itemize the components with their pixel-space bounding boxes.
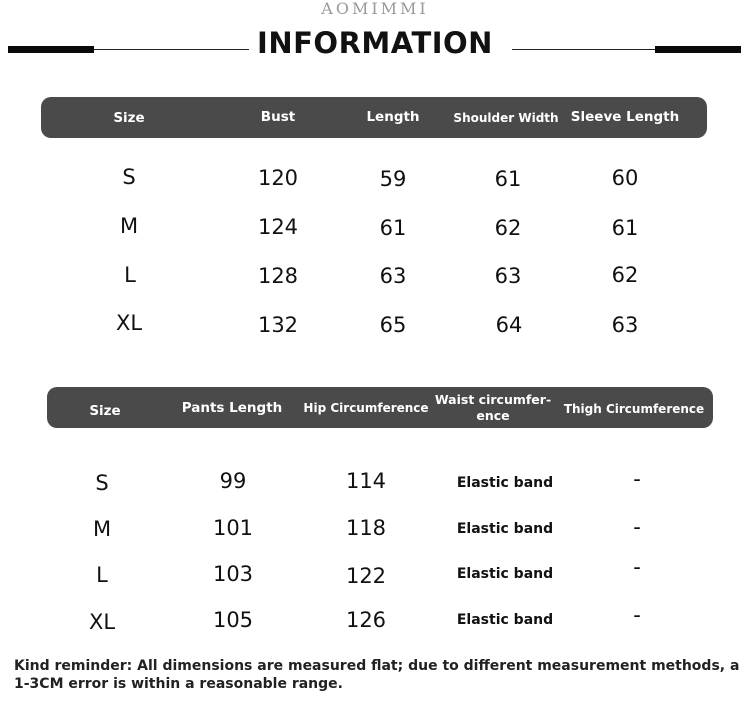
top-table-header [41,97,707,138]
header-waist-circumference: Waist circumfer-ence [434,392,552,423]
cell-thigh-circumference: - [633,603,641,627]
cell-pants-length: 99 [219,469,247,493]
header-shoulder-width: Shoulder Width [453,111,559,125]
cell-shoulder-width: 61 [494,167,522,191]
cell-sleeve-length: 63 [611,313,639,337]
cell-hip-circumference: 122 [345,564,387,588]
cell-length: 63 [379,264,407,288]
cell-pants-length: 103 [212,562,254,586]
cell-thigh-circumference: - [633,515,641,539]
title-rule-right-thick [655,46,741,53]
cell-size: S [95,471,109,495]
header-thigh-circumference: Thigh Circumference [563,402,705,416]
cell-sleeve-length: 60 [611,166,639,190]
cell-thigh-circumference: - [633,467,641,491]
cell-waist-circumference: Elastic band [456,612,554,628]
header-length: Length [366,109,420,125]
cell-hip-circumference: 114 [345,469,387,493]
cell-hip-circumference: 126 [345,608,387,632]
page-title: INFORMATION [257,26,493,60]
cell-bust: 124 [257,215,299,239]
cell-length: 61 [379,216,407,240]
cell-waist-circumference: Elastic band [456,521,554,537]
cell-shoulder-width: 63 [494,264,522,288]
cell-waist-circumference: Elastic band [456,566,554,582]
cell-waist-circumference: Elastic band [456,475,554,491]
cell-bust: 120 [257,166,299,190]
cell-size: M [119,214,139,238]
cell-sleeve-length: 62 [611,263,639,287]
cell-size: L [96,563,108,587]
cell-length: 65 [379,313,407,337]
header-sleeve-length: Sleeve Length [570,109,680,125]
cell-size: S [122,165,136,189]
cell-pants-length: 101 [212,516,254,540]
cell-size: XL [88,610,116,634]
header-size: Size [89,403,121,419]
bottom-table-header [47,387,713,428]
title-rule-right-thin [512,49,655,50]
measurement-note: Kind reminder: All dimensions are measured flat; due to different measurement methods, a 1-3CM error is within a reasonable range. [14,658,740,692]
cell-sleeve-length: 61 [611,216,639,240]
cell-hip-circumference: 118 [345,516,387,540]
cell-thigh-circumference: - [633,555,641,579]
cell-size: M [92,517,112,541]
header-pants-length: Pants Length [181,400,283,416]
header-size: Size [113,110,145,126]
cell-pants-length: 105 [212,608,254,632]
cell-shoulder-width: 62 [494,216,522,240]
cell-size: L [124,263,136,287]
cell-bust: 132 [257,313,299,337]
cell-bust: 128 [257,264,299,288]
cell-shoulder-width: 64 [495,313,523,337]
brand-logo: AOMIMMI [321,0,429,18]
header-hip-circumference: Hip Circumference [303,401,429,415]
cell-size: XL [115,311,143,335]
header-bust: Bust [260,109,296,125]
cell-length: 59 [379,167,407,191]
